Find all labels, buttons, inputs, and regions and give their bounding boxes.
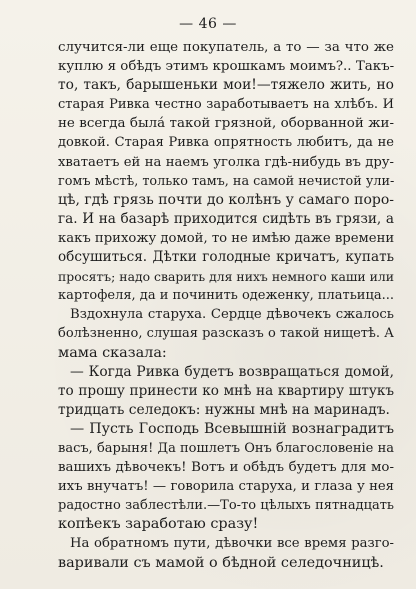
text-line: куплю я обѣдъ этимъ крошкамъ моимъ?.. Такъ-	[58, 59, 395, 75]
page-text	[58, 38, 394, 573]
text-line: картофеля, да и починить одеженку, платьица...	[58, 288, 394, 304]
text-line: васъ, барыня! Да пошлетъ Онъ благословеніе на	[58, 440, 394, 456]
text-line: то прошу принести ко мнѣ на квартиру штукъ	[58, 382, 394, 399]
text-line: какъ прихожу домой, то не имѣю даже времени	[58, 230, 395, 246]
page-number: — 46 —	[179, 16, 237, 32]
paragraph	[58, 305, 394, 362]
paragraph	[58, 363, 394, 420]
paragraph	[58, 420, 394, 535]
text-line: хватаетъ ей на наемъ уголка гдѣ-нибудь въ дру-	[58, 154, 394, 170]
text-line: болѣзненно, слушая разсказъ о такой нищетѣ. А	[58, 326, 394, 342]
text-line: га. И на базарѣ приходится сидѣть въ грязи, а	[58, 210, 394, 227]
paragraph	[58, 38, 394, 305]
text-line: вашихъ дѣвочекъ! Вотъ и обѣдъ будетъ для мо-	[58, 460, 394, 476]
text-line: мама сказала:	[58, 344, 167, 361]
text-line: обсушиться. Дѣтки голодные кричатъ, купать	[58, 249, 394, 266]
paragraph	[58, 534, 394, 572]
text-line: — Пусть Господь Всевышній вознаградитъ	[70, 420, 394, 437]
text-line: довкой. Старая Ривка опрятность любитъ, да не	[58, 135, 394, 151]
text-line: просятъ; надо сварить для нихъ немного каши или	[58, 269, 394, 285]
text-line: старая Ривка честно заработываетъ на хлѣбъ. И	[58, 97, 394, 113]
text-line: варивали съ мамой о бѣдной селедочницѣ.	[58, 554, 384, 571]
text-line: — Когда Ривка будетъ возвращаться домой,	[70, 363, 394, 380]
text-line: то, такъ, барышеньки мои!—тяжело жить, но	[58, 77, 394, 94]
text-line: цѣ, гдѣ грязь почти до колѣнъ у самаго поро-	[58, 191, 394, 208]
text-line: копѣекъ заработаю сразу!	[58, 516, 259, 533]
text-line: ихъ внучатъ! — говорила старуха, и глаза у нея	[58, 479, 394, 495]
text-line: не всегда была́ такой грязной, оборванной жи-	[58, 116, 394, 132]
text-line: случится-ли еще покупатель, а то — за что же	[58, 40, 394, 55]
text-line: радостно заблестѣли.—То-то цѣлыхъ пятнадцать	[58, 498, 394, 514]
text-line: тридцать селедокъ: нужны мнѣ на маринадъ.	[58, 401, 390, 418]
text-line: Вздохнула старуха. Сердце дѣвочекъ сжалось	[70, 307, 394, 323]
text-line: гомъ мѣстѣ, только тамъ, на самой нечистой ули-	[58, 173, 395, 189]
text-line: На обратномъ пути, дѣвочки все время разго-	[70, 536, 394, 552]
